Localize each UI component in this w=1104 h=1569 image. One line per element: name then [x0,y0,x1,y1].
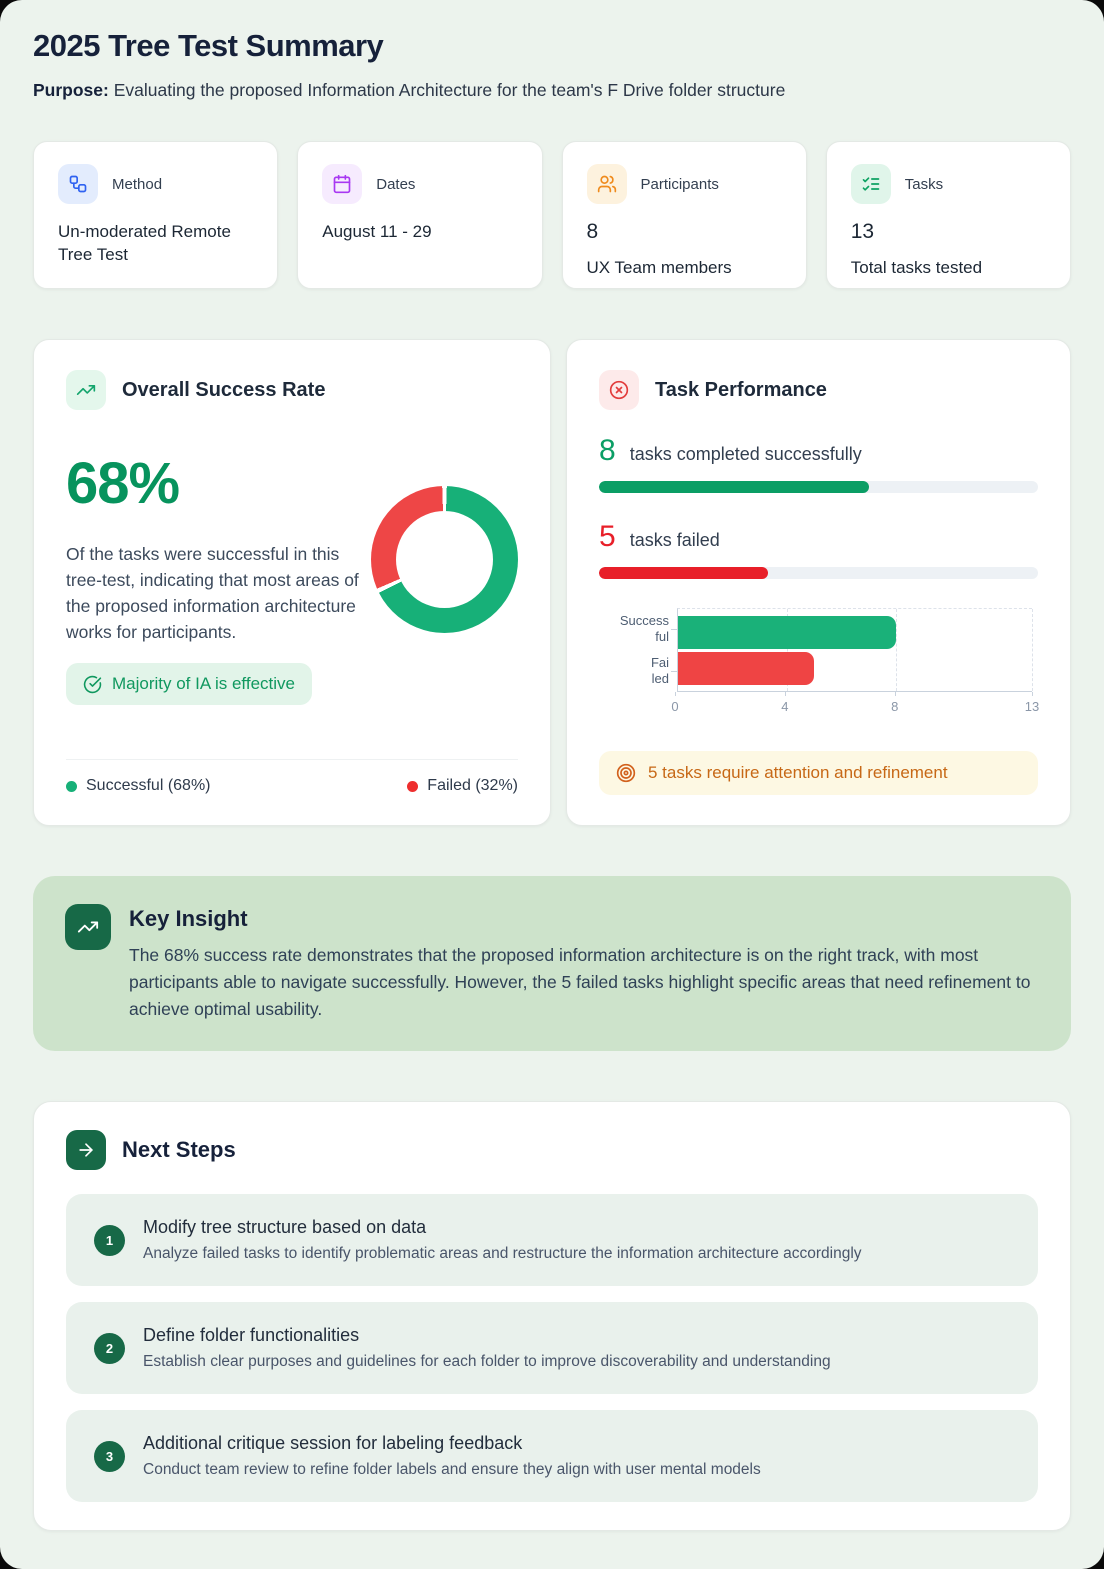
next-steps-card [33,1101,1071,1531]
donut-hole [396,511,493,608]
stat-number: 8 [586,220,599,243]
card-title: Overall Success Rate [122,378,326,401]
stat-card-dates [297,141,542,289]
stat-label: Participants [640,175,719,193]
step-description: Conduct team review to refine folder labels and ensure they align with user mental models [143,1460,761,1478]
step-item-3 [66,1410,1038,1502]
bar-successful [678,616,896,649]
purpose-line [33,80,1071,101]
completed-count: 8 [599,434,616,467]
step-title: Additional critique session for labeling feedback [143,1432,523,1453]
ytick-failed: Fai led [601,655,669,687]
purpose-label: Purpose: [33,80,109,100]
stat-card-participants [562,141,807,289]
hbar-xticks: 0 4 8 13 [675,692,1032,716]
note-text: 5 tasks require attention and refinement [648,763,948,782]
attention-note [599,751,1038,795]
task-performance-card [566,339,1071,826]
stat-value: Total tasks tested [850,258,983,277]
failed-stat-line: 5 tasks failed [599,520,720,553]
charts-row [33,339,1071,826]
stat-label: Dates [376,175,416,193]
check-circle-icon [83,675,102,694]
circle-x-icon [599,370,639,410]
failed-progress-fill [599,567,768,579]
key-insight-banner [33,876,1071,1051]
page-title: 2025 Tree Test Summary [33,28,384,63]
legend-dot-successful [66,781,77,792]
bar-failed [678,652,814,685]
success-donut-chart [371,486,518,633]
step-title: Modify tree structure based on data [143,1216,427,1237]
step-description: Analyze failed tasks to identify problematic areas and restructure the information architecture accordingly [143,1244,862,1262]
users-icon [587,164,627,204]
stat-value: August 11 - 29 [322,222,432,241]
stat-card-tasks [826,141,1071,289]
hbar-plot [677,608,1032,692]
stat-value: UX Team members [586,258,732,277]
badge-text: Majority of IA is effective [112,674,295,693]
arrow-right-icon [66,1130,106,1170]
ytick-successful: Success ful [601,613,669,645]
step-item-2 [66,1302,1038,1394]
stat-card-method [33,141,278,289]
task-bar-chart [601,608,1032,692]
stat-label: Method [112,175,163,193]
step-number-badge: 1 [94,1225,125,1256]
legend-item-successful: Successful (68%) [66,777,211,795]
step-item-1 [66,1194,1038,1286]
bar-chart-ylabels [601,608,677,692]
list-checks-icon [851,164,891,204]
stat-number: 13 [850,220,875,243]
calendar-icon [322,164,362,204]
card-title: Task Performance [655,378,827,401]
target-icon [616,763,636,783]
workflow-tree-icon [58,164,98,204]
step-title: Define folder functionalities [143,1324,360,1345]
overall-success-card [33,339,551,826]
ia-effective-badge [66,663,312,705]
key-insight-title: Key Insight [129,906,248,931]
completed-progress-track [599,481,1038,493]
stat-cards-row [33,141,1071,289]
failed-count: 5 [599,520,616,553]
purpose-text: Evaluating the proposed Information Architecture for the team's F Drive folder structure [113,80,786,100]
key-insight-text: The 68% success rate demonstrates that the proposed information architecture is on the right track, with most participants able to navigate successfully. However, the 5 failed tasks highlight specific areas that need refinement to achieve optimal usability. [129,945,1031,1019]
next-steps-title: Next Steps [122,1137,236,1162]
donut-legend [66,759,518,795]
success-percent: 68% [66,451,180,516]
stat-value: Un-moderated Remote Tree Test [58,222,231,264]
legend-dot-failed [407,781,418,792]
success-description: Of the tasks were successful in this tree-test, indicating that most areas of the proposed information architecture works for participants. [66,544,359,642]
failed-progress-track [599,567,1038,579]
completed-progress-fill [599,481,869,493]
stat-label: Tasks [904,175,944,193]
trending-up-icon [66,370,106,410]
step-description: Establish clear purposes and guidelines for each folder to improve discoverability and understanding [143,1352,831,1370]
legend-item-failed: Failed (32%) [407,777,518,795]
step-number-badge: 3 [94,1441,125,1472]
step-number-badge: 2 [94,1333,125,1364]
trending-up-icon [65,904,111,950]
completed-stat-line: 8 tasks completed successfully [599,434,862,467]
